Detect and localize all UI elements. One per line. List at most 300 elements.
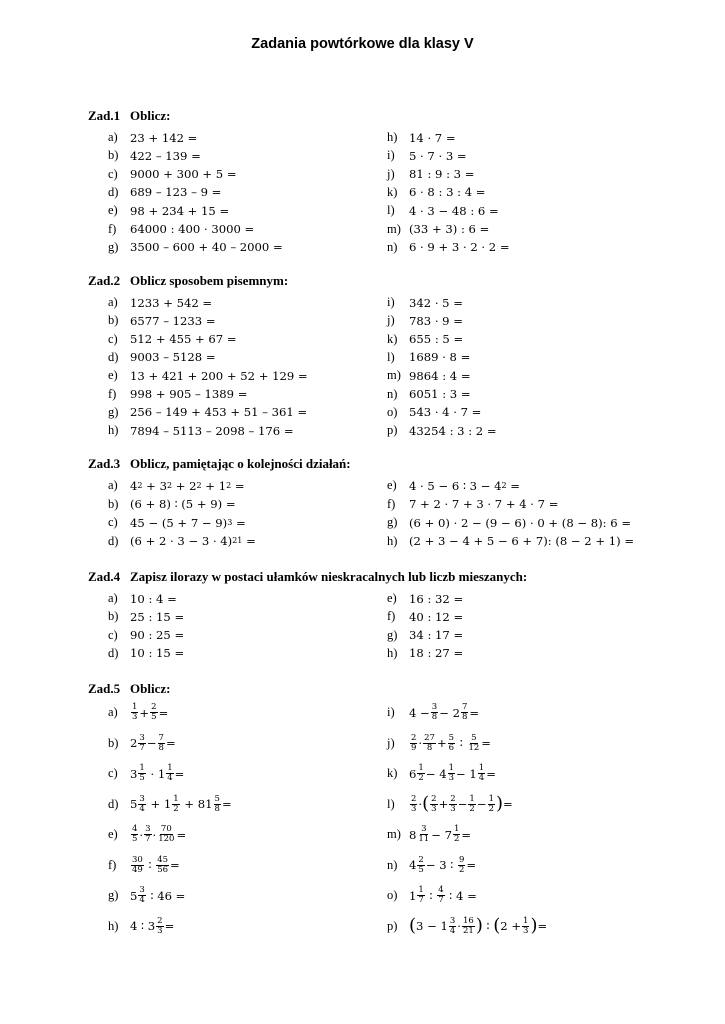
expression-text: − 2: [439, 705, 460, 720]
exercise-label: g): [108, 239, 119, 254]
fraction-denominator: 8: [214, 803, 220, 814]
fraction-numerator: 1: [418, 763, 424, 773]
task-1-number: Zad.1: [88, 108, 121, 123]
fraction: [467, 734, 480, 753]
task-1-exercise: [387, 185, 486, 200]
exercise-expression: 4 2 + 3 2 + 2 2 + 1 2 =: [130, 478, 245, 493]
fraction-numerator: 2: [431, 793, 437, 804]
fraction: [131, 825, 138, 844]
task-2-exercise: [108, 313, 216, 328]
exercise-label: f): [108, 386, 117, 401]
exercise-expression: 98 + 234 + 15 =: [130, 203, 230, 218]
large-parenthesis: ): [495, 793, 504, 814]
exercise-label: b): [108, 313, 119, 328]
exercise-label: m): [387, 827, 401, 841]
expression-text: ·: [418, 736, 423, 750]
exercise-label: i): [387, 705, 395, 719]
fraction: [488, 795, 495, 814]
fraction: [131, 856, 144, 875]
exercise-expression: [130, 764, 184, 783]
fraction-denominator: 2: [458, 864, 465, 875]
fraction-denominator: 120: [158, 834, 175, 844]
expression-text: =: [466, 858, 477, 872]
exercise-label: a): [108, 705, 118, 719]
fraction-numerator: 1: [418, 885, 424, 895]
fraction-numerator: 16: [462, 915, 474, 926]
fraction: [138, 795, 145, 814]
fraction: [448, 734, 455, 753]
exercise-label: l): [387, 349, 395, 364]
fraction-numerator: 3: [449, 915, 456, 926]
fraction: [430, 795, 437, 814]
exercise-label: a): [108, 295, 118, 309]
fraction-denominator: 5: [139, 773, 145, 783]
fraction: [468, 795, 475, 814]
fraction: [423, 734, 436, 753]
fraction-denominator: 3: [450, 803, 456, 814]
task-1-exercise: [387, 167, 474, 182]
fraction-numerator: 45: [157, 854, 169, 865]
exercise-label: n): [387, 239, 398, 254]
task-5-exercise: [387, 764, 496, 783]
exercise-label: p): [387, 918, 398, 933]
task-3-exercise: [108, 534, 256, 549]
fraction-numerator: 4: [132, 824, 138, 834]
expression-text: =: [481, 736, 492, 750]
exercise-expression: 6051 : 3 =: [409, 387, 471, 401]
fraction: [172, 795, 179, 814]
exercise-label: h): [387, 130, 398, 144]
task-1-exercise: [108, 130, 197, 145]
exercise-expression: 13 + 421 + 200 + 52 + 129 =: [130, 368, 308, 383]
exercise-expression: 543 · 4 · 7 =: [409, 405, 482, 420]
fraction-numerator: 2: [151, 702, 157, 712]
fraction-denominator: 5: [418, 864, 424, 875]
exercise-label: c): [108, 627, 118, 642]
exercise-label: b): [108, 735, 119, 750]
task-3-exercise: [108, 515, 246, 530]
task-4-title: Zapisz ilorazy w postaci ułamków nieskracalnych lub liczb mieszanych:: [130, 569, 528, 584]
fraction-denominator: 2: [454, 834, 460, 844]
task-5-exercise: [108, 886, 185, 905]
exercise-expression: [409, 917, 547, 936]
fraction: [478, 764, 485, 783]
fraction-denominator: 2: [418, 773, 424, 783]
task-1-exercise: [387, 148, 467, 163]
expression-text: =: [176, 827, 187, 842]
task-4-exercise: [108, 628, 184, 643]
expression-text: 4 ∶ 3: [130, 919, 156, 933]
fraction-numerator: 3: [139, 732, 145, 743]
expression-text: +: [438, 797, 449, 811]
exercise-expression: 23 + 142 =: [130, 130, 198, 145]
fraction: [410, 734, 417, 753]
exercise-expression: 81 : 9 : 3 =: [409, 167, 475, 182]
task-5-exercise: [108, 734, 176, 753]
exercise-label: e): [108, 368, 118, 383]
task-3-exercise: [387, 515, 631, 530]
exercise-label: o): [387, 888, 398, 902]
fraction: [462, 917, 475, 936]
exercise-label: h): [387, 533, 398, 548]
task-2-title: Oblicz sposobem pisemnym:: [130, 273, 289, 288]
task-1-exercise: [108, 203, 229, 218]
fraction: [522, 917, 529, 936]
fraction-numerator: 5: [214, 793, 220, 804]
fraction-denominator: 8: [431, 712, 438, 722]
task-2-exercise: [387, 332, 463, 347]
fraction-denominator: 6: [448, 742, 455, 753]
task-1-exercise: [108, 185, 221, 200]
task-2-exercise: [108, 332, 237, 347]
expression-text: − 7: [431, 827, 452, 842]
exercise-expression: 3500 – 600 + 40 – 2000 =: [130, 240, 283, 255]
expression-text: 4: [130, 478, 138, 493]
fraction-numerator: 1: [454, 824, 460, 834]
exercise-label: b): [108, 609, 119, 624]
exercise-label: f): [387, 609, 396, 624]
task-1-title: Oblicz:: [130, 108, 171, 123]
page-title: Zadania powtórkowe dla klasy V: [251, 36, 474, 52]
task-1-exercise: [108, 222, 254, 237]
exercise-label: p): [387, 423, 398, 438]
fraction-denominator: 56: [157, 864, 169, 875]
task-4-exercise: [108, 591, 177, 606]
fraction-numerator: 5: [471, 732, 477, 743]
task-3-exercise: [387, 534, 634, 549]
exercise-label: g): [387, 627, 398, 642]
fraction-numerator: 2: [450, 793, 456, 804]
exercise-label: g): [108, 404, 119, 419]
exercise-expression: 9000 + 300 + 5 =: [130, 167, 237, 182]
exercise-expression: [409, 795, 513, 814]
fraction-denominator: 2: [173, 803, 179, 814]
exercise-label: a): [108, 478, 118, 492]
exercise-label: d): [108, 349, 119, 364]
fraction-numerator: 2: [411, 732, 417, 743]
fraction-numerator: 2: [411, 793, 417, 804]
task-2-exercise: [108, 405, 307, 420]
fraction-denominator: 2: [469, 803, 475, 814]
fraction-numerator: 1: [478, 763, 485, 773]
task-5-exercise: [108, 856, 180, 875]
exercise-expression: 9003 – 5128 =: [130, 350, 216, 365]
task-5-title: Oblicz:: [130, 681, 171, 696]
expression-text: + 3: [142, 478, 167, 493]
exercise-expression: [409, 825, 471, 844]
fraction-denominator: 8: [158, 742, 164, 753]
fraction-numerator: 1: [469, 793, 475, 804]
fraction: [453, 825, 460, 844]
exercise-label: e): [108, 827, 118, 841]
fraction-numerator: 2: [157, 915, 163, 926]
fraction-numerator: 30: [132, 854, 143, 865]
exercise-expression: 90 : 25 =: [130, 628, 185, 643]
exercise-label: e): [387, 591, 397, 605]
expression-text: ·: [418, 797, 423, 811]
exercise-expression: [130, 795, 232, 814]
exercise-label: d): [108, 533, 119, 548]
fraction: [417, 764, 424, 783]
fraction: [131, 703, 138, 722]
expression-text: 2: [130, 736, 138, 750]
expression-text: −: [476, 797, 487, 811]
exercise-label: g): [108, 888, 119, 902]
large-parenthesis: (: [493, 915, 501, 936]
fraction-denominator: 7: [438, 895, 444, 905]
fraction-numerator: 1: [139, 763, 145, 773]
expression-text: 8: [409, 827, 417, 842]
fraction-denominator: 5: [132, 834, 138, 844]
task-2-exercise: [108, 423, 294, 438]
exercise-expression: 64000 : 400 · 3000 =: [130, 222, 255, 236]
fraction-denominator: 4: [478, 773, 485, 783]
fraction-numerator: 7: [158, 732, 164, 743]
exercise-expression: 342 · 5 =: [409, 295, 463, 310]
expression-text: 6: [409, 766, 417, 781]
fraction: [166, 764, 173, 783]
expression-text: +: [436, 736, 447, 750]
exercise-label: j): [387, 313, 395, 328]
fraction-denominator: 7: [418, 895, 424, 905]
task-5-exercise: [108, 764, 184, 783]
task-3-exercise: [108, 497, 236, 512]
task-5-exercise: [387, 795, 513, 814]
task-5-heading: [88, 681, 170, 697]
fraction-denominator: 11: [418, 834, 430, 844]
exercise-expression: [409, 856, 476, 875]
exercise-expression: (33 + 3) : 6 =: [409, 222, 490, 236]
exercise-expression: 783 · 9 =: [409, 313, 463, 328]
fraction-denominator: 3: [157, 925, 163, 936]
exercise-expression: 1233 + 542 =: [130, 295, 213, 310]
exercise-expression: [409, 534, 634, 548]
fraction: [158, 734, 165, 753]
fraction-numerator: 9: [458, 854, 465, 865]
exercise-expression: [130, 856, 180, 875]
task-5-exercise: [387, 917, 547, 936]
exercise-expression: [130, 497, 236, 511]
exercise-label: h): [108, 918, 119, 933]
task-2-exercise: [387, 387, 471, 402]
exercise-expression: [130, 917, 174, 936]
fraction-denominator: 4: [139, 895, 145, 905]
fraction-numerator: 1: [523, 915, 529, 926]
task-3-title: Oblicz, pamiętając o kolejności działań:: [130, 456, 351, 471]
large-parenthesis: ): [475, 915, 483, 936]
fraction: [431, 703, 438, 722]
fraction: [156, 917, 163, 936]
fraction: [156, 856, 169, 875]
exercise-expression: 43254 : 3 : 2 =: [409, 423, 497, 438]
exercise-label: h): [108, 423, 119, 438]
task-2-exercise: [108, 295, 212, 310]
task-4-exercise: [387, 591, 463, 606]
expression-text: =: [165, 736, 176, 750]
expression-text: =: [158, 705, 169, 720]
fraction-numerator: 4: [438, 885, 444, 895]
task-2-heading: [88, 273, 288, 289]
expression-text: 3 − 1: [416, 919, 448, 933]
expression-text: 4 · 5 − 6 ∶ 3 − 4: [409, 478, 502, 493]
fraction: [144, 825, 151, 844]
expression-text: 5: [130, 797, 138, 811]
fraction-numerator: 3: [145, 824, 151, 834]
fraction-denominator: 12: [468, 742, 480, 753]
expression-text: ∶ 4 =: [445, 888, 477, 903]
expression-text: =: [469, 705, 480, 720]
task-5-number: Zad.5: [88, 681, 121, 696]
expression-text: −: [457, 797, 468, 811]
task-1-exercise: [387, 130, 456, 145]
task-5-exercise: [387, 703, 479, 722]
fraction-denominator: 3: [523, 925, 529, 936]
fraction-denominator: 8: [461, 712, 468, 722]
fraction-denominator: 4: [449, 925, 456, 936]
fraction: [214, 795, 221, 814]
expression-text: − 4: [425, 766, 447, 781]
fraction-denominator: 3: [411, 803, 417, 814]
task-2-exercise: [387, 423, 497, 438]
task-3-exercise: [387, 478, 520, 493]
expression-text: + 81: [180, 797, 213, 811]
expression-text: ∶: [456, 736, 467, 750]
exercise-label: i): [387, 148, 395, 163]
exercise-label: e): [108, 203, 118, 218]
task-2-exercise: [387, 313, 463, 328]
task-3-number: Zad.3: [88, 456, 121, 471]
expression-text: ·: [457, 919, 461, 933]
fraction-denominator: 2: [488, 803, 494, 814]
exercise-label: k): [387, 766, 398, 780]
expression-text: =: [506, 478, 520, 493]
task-4-exercise: [108, 646, 184, 661]
task-4-exercise: [108, 609, 184, 624]
expression-text: ∶: [425, 888, 437, 903]
fraction-denominator: 8: [426, 742, 433, 753]
exercise-label: b): [108, 148, 119, 163]
exercise-label: g): [387, 515, 398, 530]
task-5-exercise: [387, 856, 476, 875]
expression-text: ∶ 46 =: [146, 888, 186, 903]
exercise-label: m): [387, 221, 401, 236]
task-2-exercise: [387, 405, 481, 420]
exercise-expression: 422 – 139 =: [130, 148, 201, 163]
task-1-exercise: [387, 222, 489, 237]
task-1-exercise: [108, 240, 283, 255]
large-parenthesis: (: [422, 793, 430, 814]
exercise-label: n): [387, 386, 398, 401]
exercise-label: f): [387, 496, 396, 511]
expression-text: =: [242, 534, 256, 549]
large-parenthesis: (: [409, 915, 417, 936]
task-1-exercise: [108, 167, 237, 182]
expression-text: (2 + 3 − 4 + 5 − 6 + 7): (8 − 2 + 1) =: [409, 534, 635, 549]
exercise-expression: [409, 734, 491, 753]
expression-text: =: [461, 827, 472, 842]
expression-text: =: [221, 797, 232, 811]
exercise-expression: 689 – 123 – 9 =: [130, 185, 222, 200]
expression-text: · 1: [146, 766, 166, 781]
fraction-denominator: 21: [462, 925, 474, 936]
exercise-expression: 512 + 455 + 67 =: [130, 332, 237, 347]
task-2-exercise: [108, 387, 247, 402]
fraction: [410, 795, 417, 814]
large-parenthesis: ): [530, 915, 538, 936]
expression-text: 45 − (5 + 7 − 9): [130, 515, 228, 530]
exercise-label: j): [387, 166, 395, 181]
exercise-label: e): [387, 478, 397, 492]
exercise-expression: 9864 : 4 =: [409, 368, 471, 383]
expression-text: + 1: [146, 797, 172, 811]
exercise-label: i): [387, 295, 395, 309]
exercise-expression: 5 · 7 · 3 =: [409, 148, 467, 163]
exercise-expression: [130, 703, 168, 722]
fraction-denominator: 3: [431, 803, 437, 814]
task-3-exercise: [108, 478, 245, 493]
exercise-expression: 25 : 15 =: [130, 609, 185, 624]
task-2-exercise: [387, 295, 463, 310]
expression-text: =: [537, 919, 548, 933]
expression-text: (6 + 2 · 3 − 3 · 4): [130, 534, 233, 549]
fraction-numerator: 2: [418, 854, 424, 865]
exercise-expression: [130, 734, 176, 753]
exercise-expression: [409, 516, 631, 530]
task-2-number: Zad.2: [88, 273, 121, 288]
fraction-numerator: 3: [139, 793, 145, 804]
exercise-label: m): [387, 368, 401, 383]
exercise-expression: 4 · 3 − 48 : 6 =: [409, 203, 499, 218]
exercise-expression: 6577 – 1233 =: [130, 313, 216, 328]
fraction: [138, 734, 145, 753]
fraction-numerator: 70: [160, 824, 172, 834]
task-2-exercise: [108, 350, 216, 365]
expression-text: =: [486, 766, 496, 781]
exercise-label: h): [387, 645, 398, 660]
fraction-numerator: 5: [448, 732, 455, 743]
fraction-numerator: 1: [488, 793, 494, 804]
fraction-denominator: 3: [132, 712, 138, 722]
expression-text: (6 + 8) ∶ (5 + 9) =: [130, 497, 236, 512]
expression-text: 1: [409, 888, 417, 903]
exercise-expression: [409, 764, 496, 783]
expression-text: ·: [139, 827, 144, 842]
task-5-exercise: [387, 825, 471, 844]
exercise-expression: (6 + 2 · 3 − 3 · 4) 21 =: [130, 534, 256, 549]
fraction: [448, 764, 455, 783]
fraction-numerator: 7: [461, 702, 468, 712]
exercise-expression: 6 · 9 + 3 · 2 · 2 =: [409, 240, 510, 255]
fraction: [417, 886, 424, 905]
exercise-expression: [409, 497, 558, 511]
exercise-label: n): [387, 857, 398, 872]
fraction-denominator: 49: [132, 864, 143, 875]
exercise-label: b): [108, 496, 119, 511]
exercise-expression: 18 : 27 =: [409, 646, 464, 661]
fraction: [449, 795, 456, 814]
task-4-exercise: [387, 609, 463, 624]
fraction: [437, 886, 444, 905]
exercise-expression: 1689 · 8 =: [409, 350, 471, 365]
exercise-expression: 4 · 5 − 6 ∶ 3 − 4 2 =: [409, 478, 520, 493]
task-2-exercise: [387, 350, 470, 365]
exercise-label: c): [108, 766, 118, 780]
task-2-exercise: [108, 368, 308, 383]
exercise-expression: [409, 703, 479, 722]
exercise-label: a): [108, 591, 118, 605]
task-5-exercise: [108, 917, 174, 936]
fraction-denominator: 9: [411, 742, 417, 753]
